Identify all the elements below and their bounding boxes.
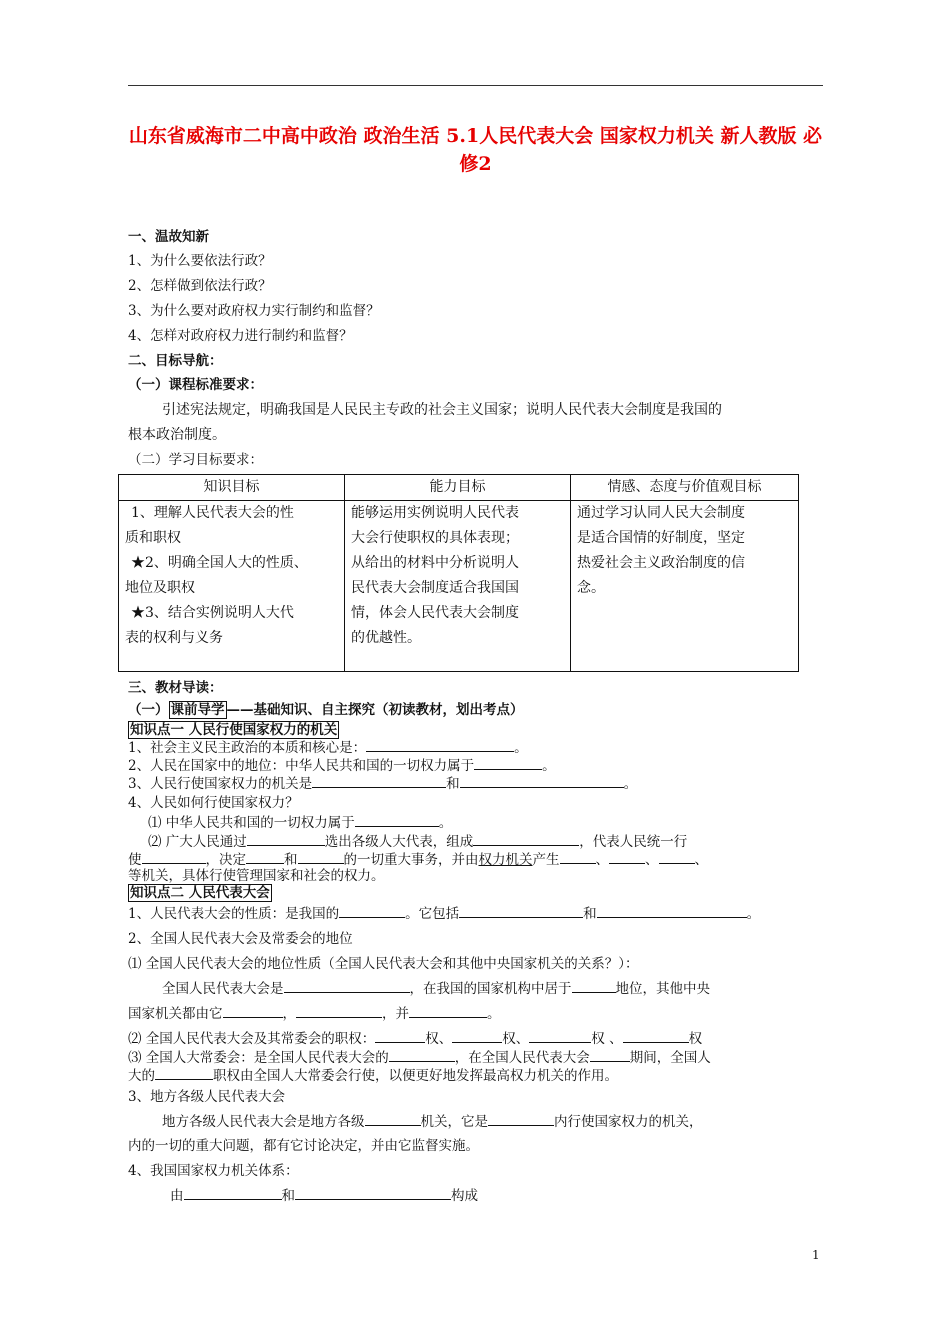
review-question: 1、为什么要依法行政？ xyxy=(128,253,272,269)
blank xyxy=(223,1004,283,1018)
kp2-line-11: 内的一切的重大问题，都有它讨论决定，并由它监督实施。 xyxy=(128,1138,479,1154)
kp2-line-9: 3、地方各级人民代表大会 xyxy=(128,1089,286,1105)
blank xyxy=(339,904,405,918)
kp1-line-4: 4、人民如何行使国家权力？ xyxy=(128,795,299,811)
page-number: 1 xyxy=(812,1248,820,1262)
table-header-ability: 能力目标 xyxy=(345,475,571,501)
table-header-knowledge: 知识目标 xyxy=(119,475,345,501)
knowledge-point-1: 知识点一 人民行使国家权力的机关 xyxy=(130,722,338,738)
table-header-attitude: 情感、态度与价值观目标 xyxy=(571,475,799,501)
kp2-line-5: 国家机关都由它 ， ，并 。 xyxy=(128,1006,501,1022)
blank xyxy=(460,774,624,788)
blank xyxy=(355,813,439,827)
blank xyxy=(142,850,206,864)
blank xyxy=(609,850,645,864)
blank xyxy=(155,1066,213,1080)
kp1-line-3: 3、人民行使国家权力的机关是 和 。 xyxy=(128,776,638,792)
section2-heading: 二、目标导航： xyxy=(128,353,223,369)
blank xyxy=(409,1004,487,1018)
kp1-line-5: ⑴ 中华人民共和国的一切权力属于 。 xyxy=(148,815,453,831)
learning-goals-table xyxy=(118,474,799,672)
review-question: 3、为什么要对政府权力实行制约和监督？ xyxy=(128,303,380,319)
kp2-line-12: 4、我国国家权力机关体系： xyxy=(128,1163,299,1179)
review-question: 4、怎样对政府权力进行制约和监督？ xyxy=(128,328,353,344)
blank xyxy=(312,774,446,788)
blank xyxy=(572,979,616,993)
blank xyxy=(246,850,284,864)
kp2-line-7: ⑶ 全国人大常委会：是全国人民代表大会的 ，在全国人民代表大会 期间，全国人 xyxy=(128,1050,711,1066)
blank xyxy=(590,1048,630,1062)
kp2-line-2: 2、全国人民代表大会及常委会的地位 xyxy=(128,931,353,947)
kp2-line-4: 全国人民代表大会是 ，在我国的国家机构中居于 地位，其他中央 xyxy=(162,981,710,997)
blank xyxy=(529,1029,591,1043)
kp1-line-1: 1、社会主义民主政治的本质和核心是： 。 xyxy=(128,740,528,756)
kp1-line-8: 等机关，具体行使管理国家和社会的权力。 xyxy=(128,868,385,884)
table-cell-attitude: 通过学习认同人民大会制度 是适合国情的好制度，坚定 热爱社会主义政治制度的信 念。 xyxy=(571,501,799,672)
pre-class-label: 课前导学 xyxy=(170,702,225,718)
blank xyxy=(452,1029,502,1043)
kp2-line-3: ⑴ 全国人民代表大会的地位性质（全国人民代表大会和其他中央国家机关的关系？）： xyxy=(128,956,639,972)
blank xyxy=(473,832,579,846)
blank xyxy=(184,1186,282,1200)
section1-heading: 一、温故知新 xyxy=(128,229,209,245)
kp1-line-7: 使 ，决定 和 的一切重大事务，并由权力机关产生 、 、 、 xyxy=(128,852,708,868)
kp1-line-6: ⑵ 广大人民通过 选出各级人大代表，组成 ，代表人民统一行 xyxy=(148,834,688,850)
curriculum-standard-heading: （一）课程标准要求： xyxy=(128,377,263,393)
kp2-line-10: 地方各级人民代表大会是地方各级 机关，它是 内行使国家权力的机关， xyxy=(162,1114,703,1130)
standard-paragraph-line1: 引述宪法规定，明确我国是人民民主专政的社会主义国家；说明人民代表大会制度是我国的 xyxy=(162,402,722,418)
kp2-line-8: 大的 职权由全国人大常委会行使，以便更好地发挥最高权力机关的作用。 xyxy=(128,1068,618,1084)
kp2-line-1: 1、人民代表大会的性质：是我国的 。它包括 和 。 xyxy=(128,906,761,922)
table-cell-ability: 能够运用实例说明人民代表 大会行使职权的具体表现； 从给出的材料中分析说明人 民代表大会制度适合我国国 情，体会人民代表大会制度 的优越性。 xyxy=(345,501,571,672)
section3-heading: 三、教材导读： xyxy=(128,680,223,696)
blank xyxy=(560,850,596,864)
blank xyxy=(298,850,344,864)
blank xyxy=(375,1029,425,1043)
kp1-line-2: 2、人民在国家中的地位：中华人民共和国的一切权力属于 。 xyxy=(128,758,556,774)
kp2-line-6: ⑵ 全国人民代表大会及其常委会的职权： 权、 权、 权 、 权 xyxy=(128,1031,703,1047)
blank xyxy=(365,1112,421,1126)
blank xyxy=(597,904,747,918)
blank xyxy=(459,904,583,918)
table-cell-knowledge: 1、理解人民代表大会的性 质和职权 ★2、明确全国人大的性质、 地位及职权 ★3、结合实例说明人大代 表的权利与义务 xyxy=(119,501,345,672)
standard-paragraph-line2: 根本政治制度。 xyxy=(128,427,226,443)
blank xyxy=(284,979,410,993)
blank xyxy=(247,832,325,846)
header-rule xyxy=(128,85,823,86)
learning-goals-heading: （二）学习目标要求： xyxy=(128,452,263,468)
blank xyxy=(296,1004,382,1018)
document-title: 山东省威海市二中高中政治 政治生活 5.1人民代表大会 国家权力机关 新人教版 必修2 xyxy=(128,125,823,175)
blank xyxy=(623,1029,689,1043)
blank xyxy=(659,850,695,864)
blank xyxy=(295,1186,451,1200)
blank xyxy=(488,1112,554,1126)
kp2-line-13: 由 和 构成 xyxy=(170,1188,478,1204)
blank xyxy=(474,756,542,770)
blank xyxy=(366,738,514,752)
review-question: 2、怎样做到依法行政？ xyxy=(128,278,272,294)
blank xyxy=(389,1048,455,1062)
pre-class-heading: （一） 课前导学 ——基础知识、自主探究（初读教材，划出考点） xyxy=(128,702,524,718)
knowledge-point-2: 知识点二 人民代表大会 xyxy=(130,885,270,901)
